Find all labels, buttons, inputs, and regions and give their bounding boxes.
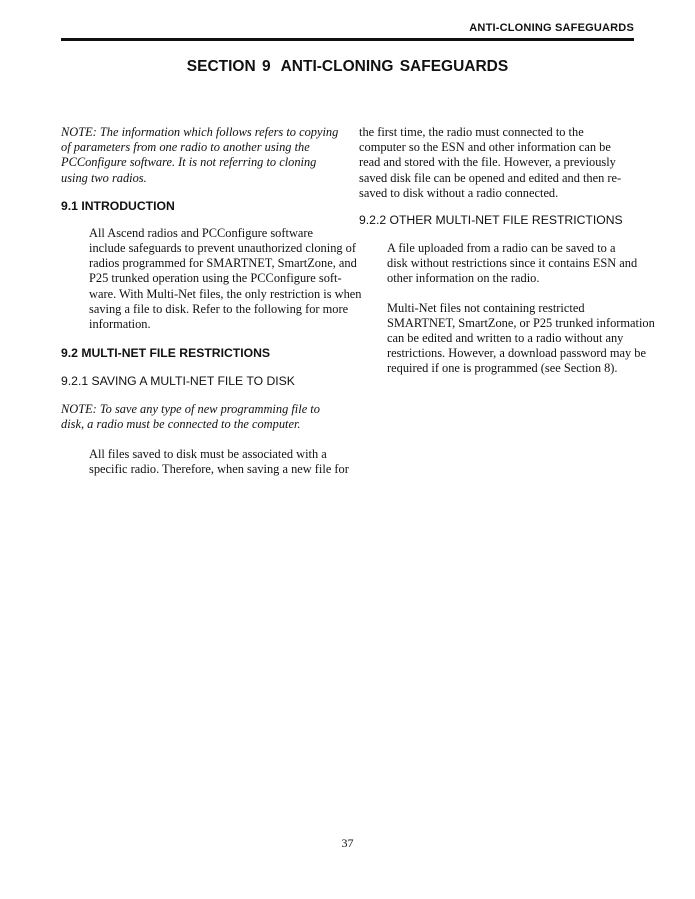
- left-column: [61, 125, 362, 477]
- paragraph-saving-continued: [359, 125, 634, 201]
- text-line: include safeguards to prevent unauthorized cloning of: [89, 241, 356, 256]
- text-line: disk without restrictions since it contains ESN and: [387, 256, 638, 271]
- text-line: SMARTNET, SmartZone, or P25 trunked information: [387, 315, 655, 330]
- text-line: saving a file to disk. Refer to the following for more: [89, 301, 349, 316]
- text-line: All files saved to disk must be associated with a: [89, 446, 327, 461]
- text-line: radios programmed for SMARTNET, SmartZone, and: [89, 256, 357, 271]
- text-line: using two radios.: [61, 170, 147, 185]
- note-saving: [61, 402, 336, 432]
- heading-introduction: 9.1 INTRODUCTION: [61, 198, 175, 213]
- text-line: disk, a radio must be connected to the computer.: [61, 417, 301, 432]
- text-line: of parameters from one radio to another using the: [61, 140, 310, 155]
- note-intro: [61, 125, 339, 186]
- text-line: ware. With Multi-Net files, the only restriction is when: [89, 286, 362, 301]
- paragraph-multinet-files: [359, 300, 655, 377]
- right-column: [359, 125, 655, 377]
- text-line: PCConfigure software. It is not referring to cloning: [61, 155, 317, 170]
- text-line: Multi-Net files not containing restricted: [387, 300, 585, 315]
- paragraph-upload: [359, 241, 638, 287]
- text-line: NOTE: The information which follows refers to copying: [61, 125, 339, 139]
- text-line: P25 trunked operation using the PCConfigure soft-: [89, 271, 342, 286]
- running-header: ANTI-CLONING SAFEGUARDS: [469, 22, 634, 34]
- text-line: saved disk file can be opened and edited and then re-: [359, 170, 622, 185]
- section-title-text: ANTI-CLONING SAFEGUARDS: [280, 58, 509, 75]
- page-number: 37: [341, 836, 354, 850]
- text-line: restrictions. However, a download password may be: [387, 346, 646, 361]
- text-line: A file uploaded from a radio can be saved to a: [387, 241, 616, 256]
- subheading-saving-file: 9.2.1 SAVING A MULTI-NET FILE TO DISK: [61, 374, 295, 389]
- paragraph-saving: [61, 446, 349, 477]
- text-line: other information on the radio.: [387, 271, 540, 286]
- text-line: can be edited and written to a radio without any: [387, 331, 624, 346]
- heading-multinet-restrictions: 9.2 MULTI-NET FILE RESTRICTIONS: [61, 346, 270, 361]
- section-number: SECTION 9: [186, 58, 271, 75]
- text-line: required if one is programmed (see Section 8).: [387, 361, 618, 376]
- text-line: information.: [89, 317, 151, 332]
- text-line: specific radio. Therefore, when saving a new file for: [89, 461, 349, 476]
- text-line: computer so the ESN and other information can be: [359, 140, 611, 155]
- header-rule: [61, 38, 634, 41]
- paragraph-introduction: [61, 225, 362, 332]
- text-line: NOTE: To save any type of new programming file to: [61, 402, 320, 417]
- text-line: the first time, the radio must connected to the: [359, 125, 584, 139]
- subheading-other-restrictions: 9.2.2 OTHER MULTI-NET FILE RESTRICTIONS: [359, 213, 623, 228]
- section-title: [0, 58, 695, 76]
- text-line: All Ascend radios and PCConfigure software: [89, 225, 314, 240]
- text-line: saved to disk without a radio connected.: [359, 185, 559, 200]
- text-line: read and stored with the file. However, a previously: [359, 155, 616, 170]
